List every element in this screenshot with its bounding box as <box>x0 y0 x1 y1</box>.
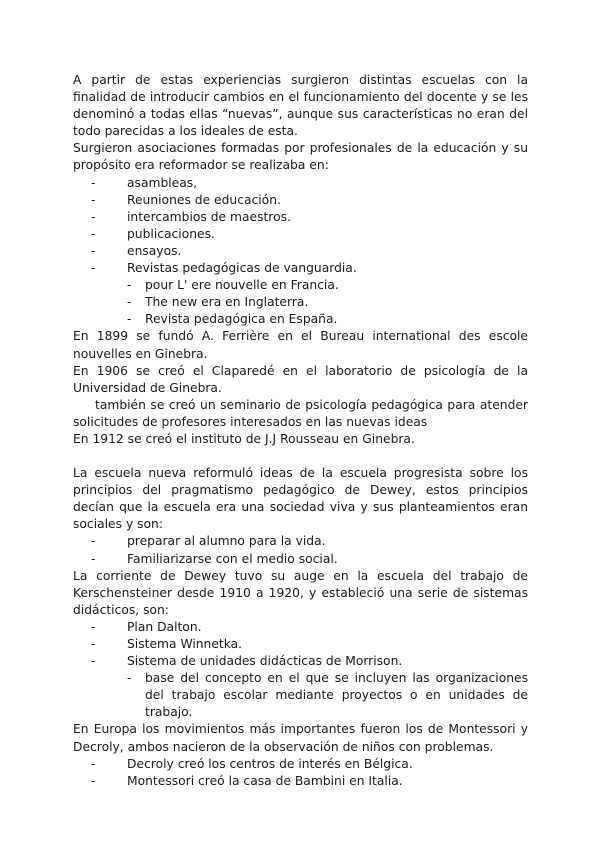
list-item: - Sistema de unidades didácticas de Morrison. <box>91 653 528 670</box>
paragraph-kerschensteiner: La corriente de Dewey tuvo su auge en la escuela del trabajo de Kerschensteiner desde 1910 a 1920, y estableció una serie de sistemas didácticos, son: <box>73 568 528 617</box>
list-item: - pour L' ere nouvelle en Francia. <box>127 277 528 294</box>
list-item: - The new era en Inglaterra. <box>127 294 528 311</box>
document-page <box>73 72 528 790</box>
list-item: - asambleas, <box>91 175 528 192</box>
list-item: - Plan Dalton. <box>91 619 528 636</box>
paragraph-intro: A partir de estas experiencias surgieron distintas escuelas con la finalidad de introducir cambios en el funcionamiento del docente y se les denominó a todas ellas “nuevas”, aunque sus características no eran del todo parecidas a los ideales de esta. <box>73 73 528 139</box>
list-item: - ensayos. <box>91 243 528 260</box>
list-movimientos <box>73 756 528 790</box>
list-item: - Revistas pedagógicas de vanguardia. <box>91 260 528 277</box>
list-sistemas <box>73 619 528 670</box>
paragraph-1899: En 1899 se fundó A. Ferrière en el Bureau international des escole nouvelles en Ginebra. <box>73 329 528 361</box>
blank-line <box>73 448 528 465</box>
list-actividades <box>73 175 528 278</box>
paragraph-1906: En 1906 se creó el Claparedé en el laboratorio de psicología de la Universidad de Ginebra. <box>73 363 528 395</box>
paragraph-dewey: La escuela nueva reformuló ideas de la escuela progresista sobre los principios del pragmatismo pedagógico de Dewey, estos principios decían que la escuela era una sociedad viva y sus planteamientos eran sociales y son: <box>73 466 528 532</box>
list-item: - Revista pedagógica en España. <box>127 311 528 328</box>
paragraph-1912: En 1912 se creó el instituto de J.J Rousseau en Ginebra. <box>73 431 415 446</box>
list-item: - Sistema Winnetka. <box>91 636 528 653</box>
paragraph-asociaciones: Surgieron asociaciones formadas por profesionales de la educación y su propósito era reformador se realizaba en: <box>73 141 528 173</box>
list-item: - base del concepto en el que se incluyen las organizaciones del trabajo escolar mediante proyectos o en unidades de trabajo. <box>127 670 528 721</box>
list-item: - Montessori creó la casa de Bambini en Italia. <box>91 773 528 790</box>
list-item: - intercambios de maestros. <box>91 209 528 226</box>
list-principios <box>73 533 528 567</box>
list-item: - Decroly creó los centros de interés en Bélgica. <box>91 756 528 773</box>
list-item: - Reuniones de educación. <box>91 192 528 209</box>
list-item: - publicaciones. <box>91 226 528 243</box>
paragraph-seminario: también se creó un seminario de psicología pedagógica para atender solicitudes de profesores interesados en las nuevas ideas <box>73 397 528 429</box>
list-morrison <box>73 670 528 721</box>
paragraph-europa: En Europa los movimientos más importantes fueron los de Montessori y Decroly, ambos nacieron de la observación de niños con problemas. <box>73 722 528 754</box>
list-item: - preparar al alumno para la vida. <box>91 533 528 550</box>
list-item: - Familiarizarse con el medio social. <box>91 551 528 568</box>
list-revistas <box>73 277 528 328</box>
